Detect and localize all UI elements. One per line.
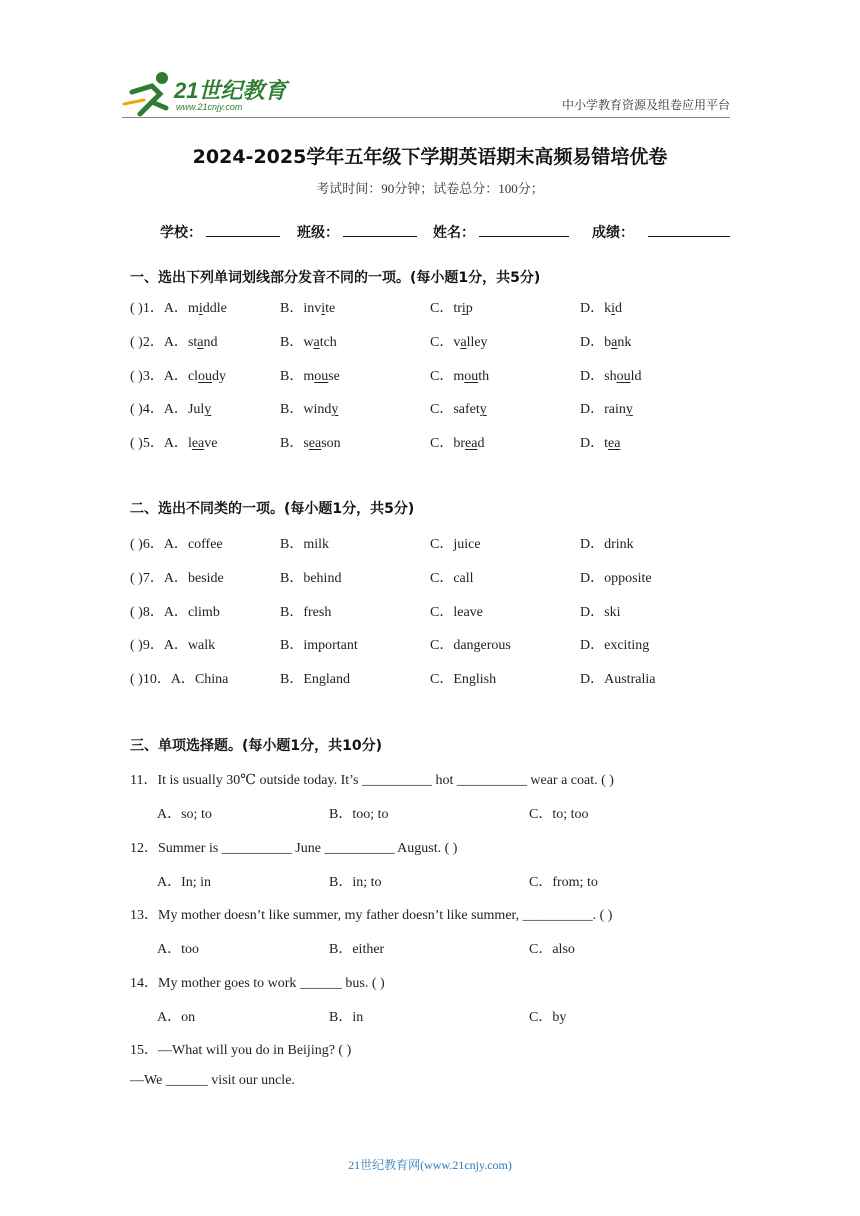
option-c xyxy=(430,297,473,317)
underlined-letters: a xyxy=(460,334,467,350)
option-a-word xyxy=(188,301,227,316)
question-stem: 13．My mother doesn’t like summer, my father doesn’t like summer, __________. ( ) xyxy=(130,908,613,924)
option-c xyxy=(430,533,481,553)
underlined-letters: ou xyxy=(464,368,479,384)
underlined-letters: ou xyxy=(314,368,329,384)
option-b xyxy=(280,668,350,688)
option-label: C． xyxy=(430,301,454,316)
option-label: C． xyxy=(430,638,454,654)
option-word: England xyxy=(303,672,350,688)
option-label: D． xyxy=(580,301,605,316)
question-number: ( )10．A． xyxy=(130,672,195,688)
logo xyxy=(122,70,302,118)
section-3-heading: 三、单项选择题。(每小题1分，共10分) xyxy=(130,738,383,754)
underlined-letters: a xyxy=(313,334,320,350)
option-b xyxy=(280,601,331,621)
option-word: exciting xyxy=(604,638,650,654)
option-label: B． xyxy=(280,436,304,452)
odd-row xyxy=(130,634,215,654)
option-d xyxy=(580,365,641,385)
option-word: drink xyxy=(604,537,634,552)
word-part: d xyxy=(477,436,485,452)
option-label: B． xyxy=(280,672,304,688)
question-number: ( )1．A． xyxy=(130,301,188,316)
score-label: 成绩： xyxy=(592,225,634,241)
option-label: D． xyxy=(580,537,605,552)
option-a-word: coffee xyxy=(187,537,223,552)
question-stem: 12．Summer is __________ June __________ August. ( ) xyxy=(130,840,458,856)
underlined-letters: i xyxy=(321,301,326,316)
option-label: C． xyxy=(430,368,454,384)
odd-row xyxy=(130,567,224,587)
option-a: A．so; to xyxy=(157,807,212,822)
underlined-letters: y xyxy=(479,402,487,418)
option-a-word: climb xyxy=(187,604,220,620)
question-number: ( )4．A． xyxy=(130,402,188,418)
word-part: tch xyxy=(319,334,337,350)
word-part: s xyxy=(303,436,309,452)
option-word: Australia xyxy=(604,672,656,688)
word-part: t xyxy=(604,436,609,452)
word-part: m xyxy=(187,301,199,316)
odd-row xyxy=(130,601,220,621)
option-word: opposite xyxy=(604,570,652,586)
school-label: 学校： xyxy=(160,225,202,241)
logo-url: www.21cnjy.com xyxy=(176,102,243,112)
underlined-letters: ea xyxy=(308,436,322,452)
class-blank[interactable] xyxy=(343,222,417,237)
score-blank[interactable] xyxy=(648,222,730,237)
option-c: C．also xyxy=(529,942,575,958)
underlined-letters: a xyxy=(611,334,618,350)
word-part: b xyxy=(604,334,612,350)
option-label: D． xyxy=(580,368,605,384)
question-number: ( )2．A． xyxy=(130,334,188,350)
option-b xyxy=(280,533,329,553)
name-field xyxy=(433,222,569,242)
word-part: br xyxy=(453,436,466,452)
word-part: nk xyxy=(617,334,632,350)
option-label: B． xyxy=(280,537,304,552)
word-part: m xyxy=(453,368,465,384)
option-d xyxy=(580,432,620,452)
class-label: 班级： xyxy=(297,225,339,241)
name-blank[interactable] xyxy=(479,222,569,237)
word-part: p xyxy=(465,301,473,316)
option-d xyxy=(580,567,652,587)
option-a: A．In; in xyxy=(157,874,212,890)
option-label: C． xyxy=(430,672,454,688)
question-number: ( )8．A． xyxy=(130,604,188,620)
option-word: juice xyxy=(453,537,481,552)
option-a: A．too xyxy=(157,942,199,958)
name-label: 姓名： xyxy=(433,225,475,241)
option-c: C．to; too xyxy=(529,807,589,822)
word-part: th xyxy=(478,368,490,384)
option-word: ski xyxy=(604,604,621,620)
underlined-letters: y xyxy=(204,402,212,418)
option-a: A．on xyxy=(157,1009,196,1025)
option-a-word xyxy=(188,335,218,350)
logo-text: 21世纪教育 xyxy=(174,78,287,103)
option-label: B． xyxy=(280,604,304,620)
option-a-word: beside xyxy=(187,570,224,586)
option-b: B．either xyxy=(329,942,385,958)
word-part: w xyxy=(303,334,314,350)
odd-row xyxy=(130,668,228,688)
option-label: D． xyxy=(580,672,605,688)
word-part: l xyxy=(187,436,192,452)
odd-row xyxy=(130,533,223,553)
option-b xyxy=(280,297,335,317)
school-field xyxy=(160,222,280,242)
underlined-letters: ea xyxy=(191,436,205,452)
word-part: cl xyxy=(187,368,199,384)
option-word: important xyxy=(303,638,358,654)
underlined-letters: i xyxy=(198,301,203,316)
class-field xyxy=(297,222,417,242)
word-part: Jul xyxy=(187,402,205,418)
option-word: milk xyxy=(303,537,330,552)
option-c xyxy=(430,634,511,654)
word-part: m xyxy=(303,368,315,384)
option-d xyxy=(580,297,622,317)
underlined-letters: y xyxy=(331,402,339,418)
option-label: D． xyxy=(580,402,605,418)
option-b xyxy=(280,567,341,587)
word-part: rain xyxy=(604,402,626,418)
option-label: B． xyxy=(280,301,304,316)
word-part: wind xyxy=(303,402,332,418)
question-number: ( )6．A． xyxy=(130,537,188,552)
option-d xyxy=(580,668,655,688)
option-c xyxy=(430,398,487,418)
option-label: C． xyxy=(430,402,454,418)
option-c: C．by xyxy=(529,1009,567,1025)
option-c: C．from; to xyxy=(529,874,598,890)
word-part: ld xyxy=(630,368,642,384)
option-label: C． xyxy=(430,537,454,552)
option-b xyxy=(280,331,337,351)
option-c xyxy=(430,668,496,688)
footer: 21世纪教育网(www.21cnjy.com) xyxy=(348,1158,512,1172)
option-d xyxy=(580,601,620,621)
option-label: B． xyxy=(280,334,304,350)
word-part: te xyxy=(325,301,336,316)
word-part: safet xyxy=(453,402,480,418)
question-number: ( )9．A． xyxy=(130,638,188,654)
option-a-word xyxy=(188,369,226,384)
option-label: C． xyxy=(430,570,454,586)
option-b: B．in; to xyxy=(329,874,382,890)
option-a-word: China xyxy=(194,672,229,688)
option-label: D． xyxy=(580,570,605,586)
option-d xyxy=(580,331,631,351)
exam-title: 2024-2025学年五年级下学期英语期末高频易错培优卷 xyxy=(192,146,668,168)
section-1-heading: 一、选出下列单词划线部分发音不同的一项。(每小题1分，共5分) xyxy=(130,270,541,286)
underlined-letters: ou xyxy=(616,368,631,384)
platform-name: 中小学教育资源及组卷应用平台 xyxy=(561,98,730,112)
option-label: C． xyxy=(430,334,454,350)
option-word: behind xyxy=(303,570,342,586)
word-part: st xyxy=(187,334,198,350)
option-label: B． xyxy=(280,570,304,586)
option-c xyxy=(430,601,483,621)
question-number: ( )3．A． xyxy=(130,368,188,384)
option-c xyxy=(430,567,474,587)
underlined-letters: ou xyxy=(198,368,213,384)
underlined-letters: i xyxy=(611,301,616,316)
option-label: D． xyxy=(580,334,605,350)
underlined-letters: a xyxy=(197,334,204,350)
runner-logo-icon xyxy=(122,70,178,118)
option-a-word xyxy=(188,402,211,417)
option-b xyxy=(280,365,340,385)
option-label: B． xyxy=(280,402,304,418)
question-stem: 11．It is usually 30℃ outside today. It’s __________ hot __________ wear a coat. ( ) xyxy=(130,773,614,788)
option-label: B． xyxy=(280,638,304,654)
option-c xyxy=(430,432,484,452)
question-stem: 14．My mother goes to work ______ bus. ( ) xyxy=(130,975,385,991)
word-part: k xyxy=(604,301,612,316)
header-divider xyxy=(122,117,730,118)
word-part: dy xyxy=(212,368,227,384)
underlined-letters: i xyxy=(461,301,466,316)
option-label: C． xyxy=(430,604,454,620)
option-b xyxy=(280,432,341,452)
option-b: B．too; to xyxy=(329,807,389,822)
option-label: D． xyxy=(580,638,605,654)
word-part: v xyxy=(453,334,461,350)
option-label: D． xyxy=(580,436,605,452)
option-c xyxy=(430,331,488,351)
word-part: lley xyxy=(466,334,488,350)
question-number: ( )5．A． xyxy=(130,436,188,452)
option-c xyxy=(430,365,489,385)
section-2-heading: 二、选出不同类的一项。(每小题1分，共5分) xyxy=(130,501,415,517)
option-word: call xyxy=(453,570,474,586)
option-a-word xyxy=(188,436,218,451)
option-word: English xyxy=(453,672,497,688)
option-b: B．in xyxy=(329,1009,364,1025)
option-word: leave xyxy=(453,604,483,620)
word-part: nd xyxy=(203,334,218,350)
option-word: fresh xyxy=(303,604,332,620)
option-b xyxy=(280,634,358,654)
word-part: son xyxy=(321,436,341,452)
word-part: d xyxy=(615,301,623,316)
word-part: tr xyxy=(453,301,462,316)
option-label: C． xyxy=(430,436,454,452)
underlined-letters: ea xyxy=(608,436,621,452)
option-word: dangerous xyxy=(453,638,511,654)
underlined-letters: ea xyxy=(465,436,478,452)
q15-answer-line: —We ______ visit our uncle. xyxy=(130,1073,295,1088)
word-part: sh xyxy=(604,368,617,384)
question-stem: 15．—What will you do in Beijing? ( ) xyxy=(130,1043,352,1059)
option-d xyxy=(580,634,649,654)
option-label: D． xyxy=(580,604,605,620)
option-d xyxy=(580,398,633,418)
option-a-word: walk xyxy=(187,638,216,654)
underlined-letters: y xyxy=(625,402,633,418)
school-blank[interactable] xyxy=(206,222,280,237)
word-part: inv xyxy=(303,301,322,316)
word-part: ve xyxy=(204,436,218,452)
option-b xyxy=(280,398,338,418)
option-d xyxy=(580,533,634,553)
exam-subtitle: 考试时间：90分钟；试卷总分：100分； xyxy=(316,181,544,196)
question-number: ( )7．A． xyxy=(130,570,188,586)
word-part: se xyxy=(328,368,340,384)
score-field xyxy=(592,222,730,242)
option-label: B． xyxy=(280,368,304,384)
word-part: ddle xyxy=(202,301,227,316)
